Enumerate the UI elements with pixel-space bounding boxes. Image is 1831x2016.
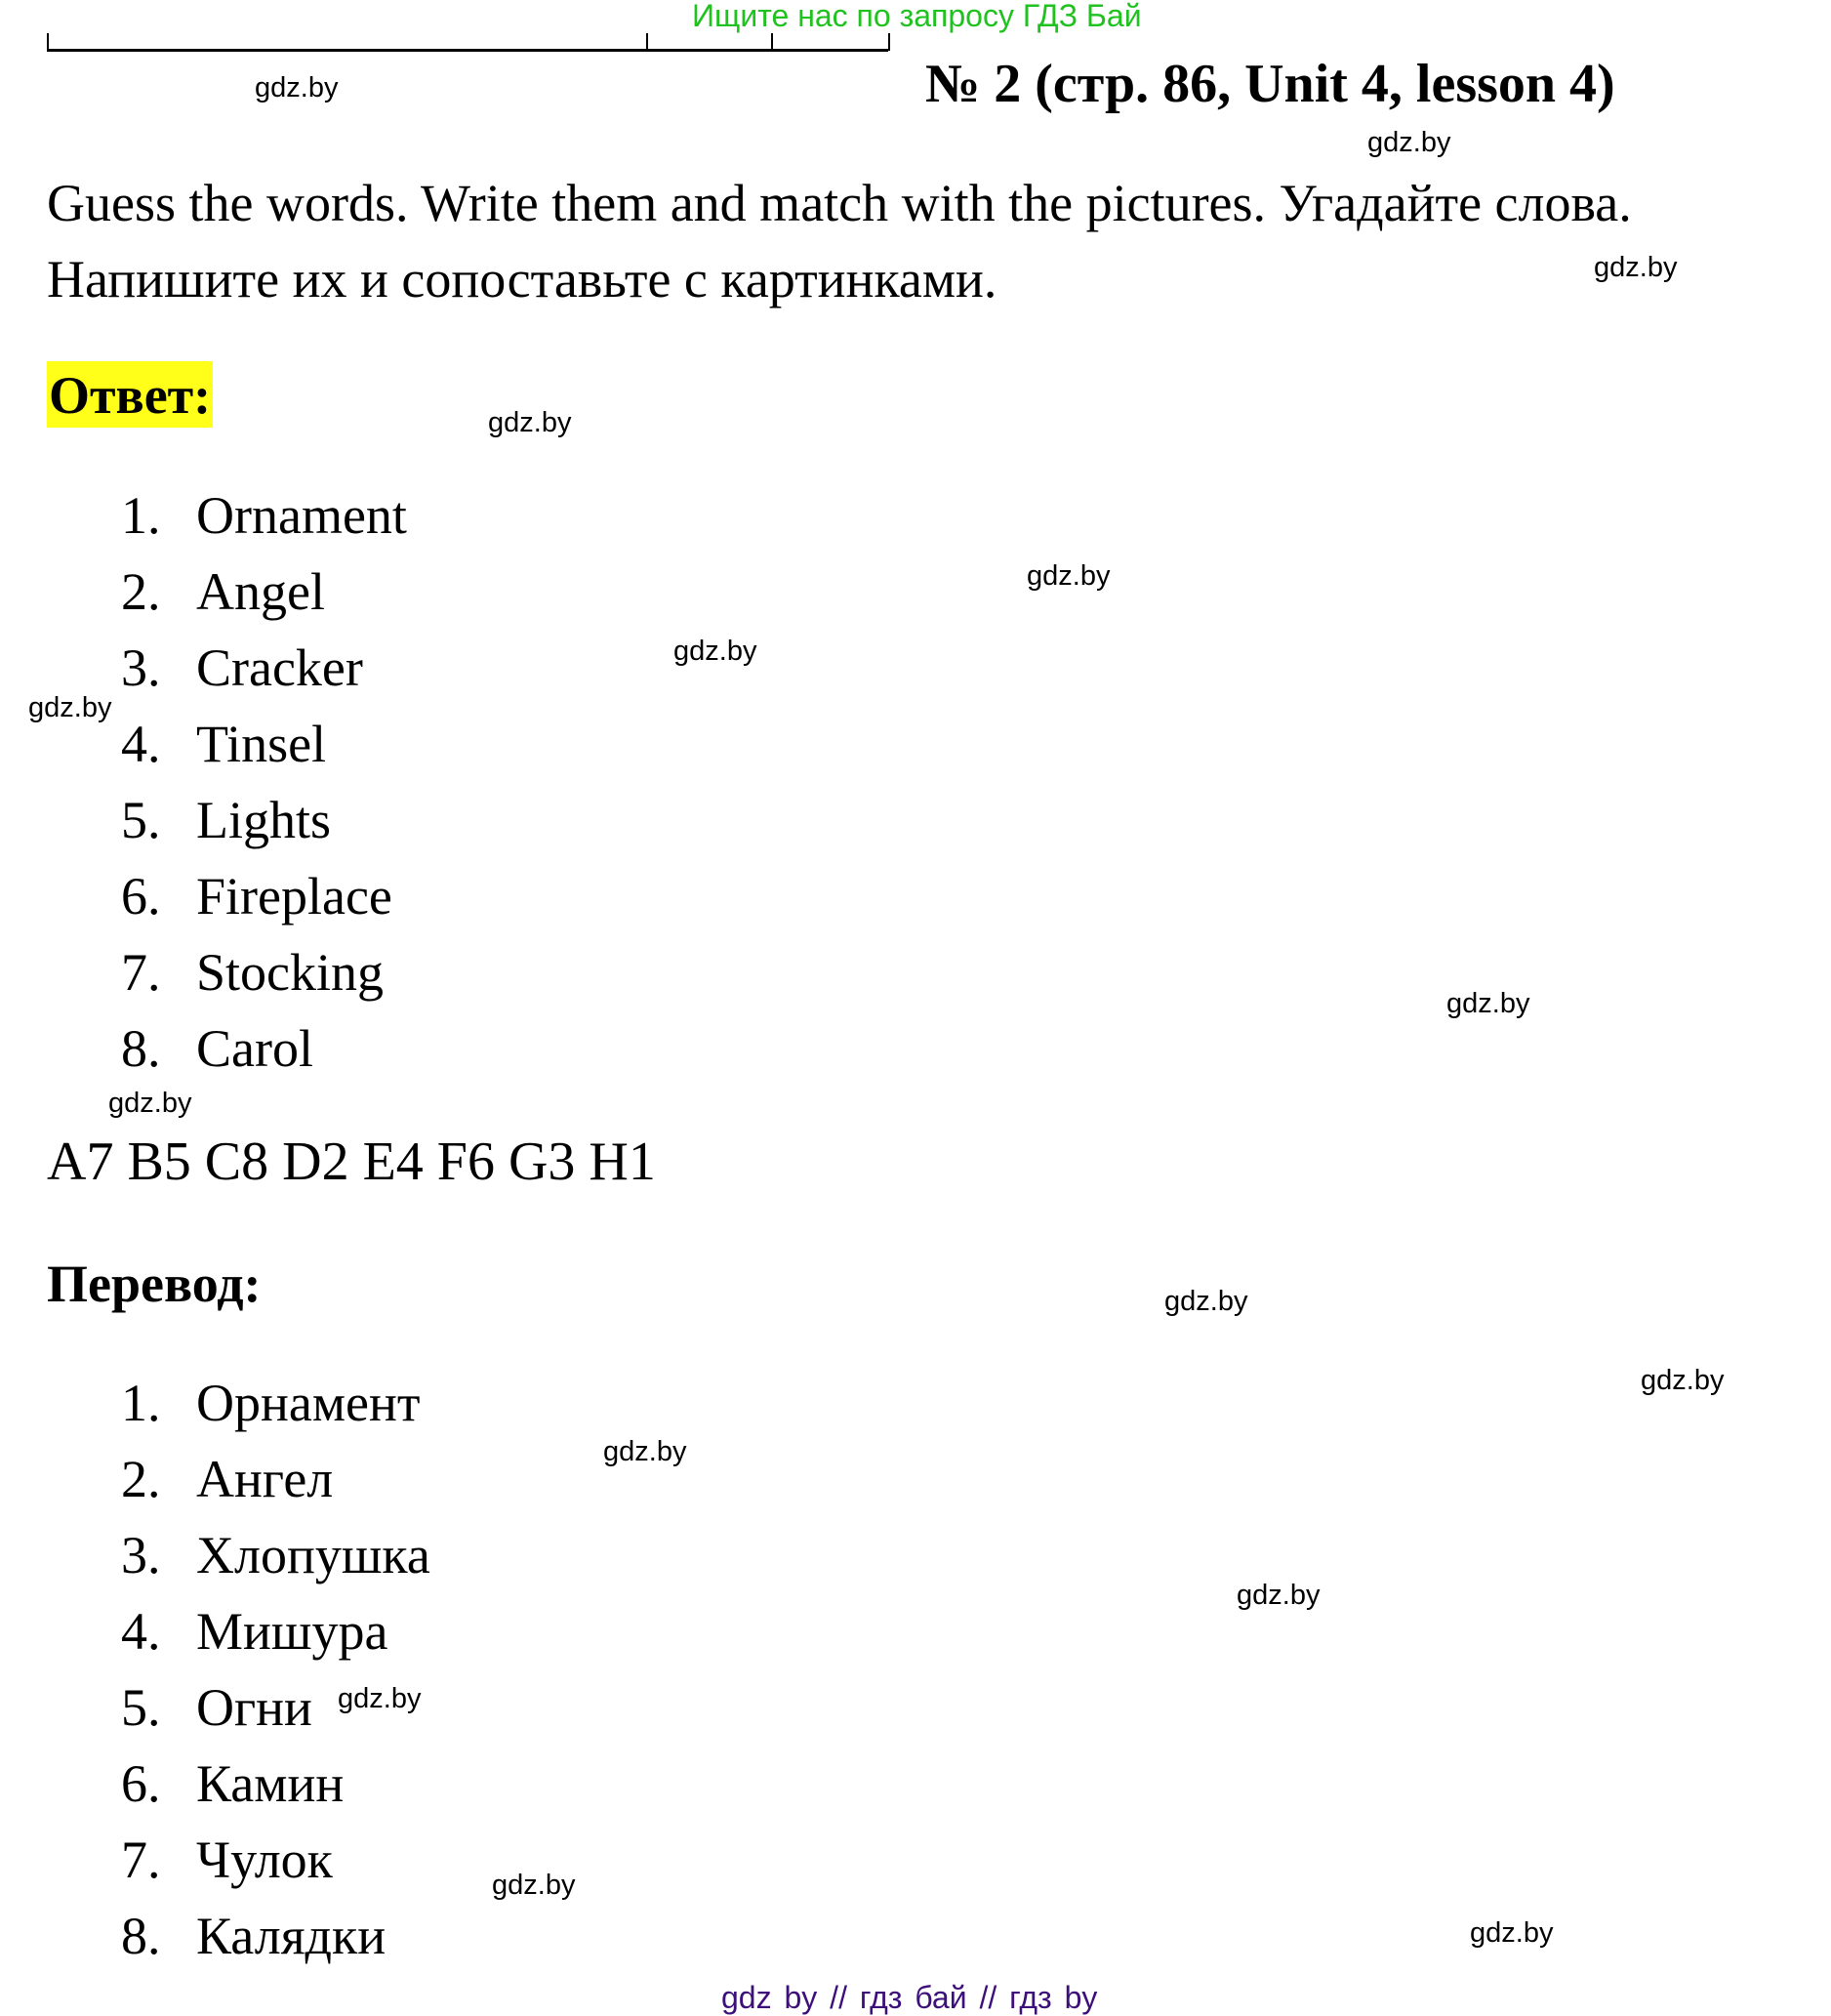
watermark: gdz.by — [603, 1436, 687, 1467]
list-item — [121, 1898, 430, 1974]
list-item — [121, 554, 407, 630]
list-item — [121, 782, 407, 858]
item-word: Хлопушка — [196, 1526, 430, 1584]
item-word: Cracker — [196, 638, 363, 697]
list-item — [121, 1517, 430, 1593]
watermark: gdz.by — [1367, 127, 1451, 158]
instruction-line-1: Guess the words. Write them and match with the pictures. Угадайте слова. — [47, 174, 1632, 232]
watermark: gdz.by — [1164, 1286, 1248, 1317]
item-word: Tinsel — [196, 715, 327, 773]
item-number: 5. — [121, 791, 161, 849]
item-word: Angel — [196, 562, 325, 621]
list-item — [121, 1365, 430, 1441]
list-item — [121, 1593, 430, 1669]
list-item — [121, 858, 407, 934]
item-number: 8. — [121, 1907, 161, 1965]
item-word: Fireplace — [196, 867, 392, 926]
table-border-tick — [771, 33, 773, 51]
table-border-line — [47, 49, 888, 52]
picture-matches: A7 B5 C8 D2 E4 F6 G3 H1 — [47, 1131, 656, 1192]
item-number: 4. — [121, 715, 161, 773]
item-number: 7. — [121, 943, 161, 1002]
table-border-tick — [47, 33, 49, 51]
list-item — [121, 1010, 407, 1087]
watermark: gdz.by — [108, 1088, 192, 1119]
list-item — [121, 1822, 430, 1898]
list-item — [121, 1441, 430, 1517]
translation-label: Перевод: — [47, 1255, 262, 1313]
footer-links[interactable]: gdz by // гдз бай // гдз by — [721, 1980, 1098, 2015]
watermark: gdz.by — [338, 1683, 422, 1714]
item-word: Carol — [196, 1019, 313, 1078]
watermark: gdz.by — [1641, 1365, 1725, 1396]
table-border-tick — [888, 33, 890, 51]
watermark: gdz.by — [28, 692, 112, 723]
table-border-tick — [646, 33, 648, 51]
list-item — [121, 630, 407, 706]
watermark: gdz.by — [488, 407, 572, 438]
item-word: Ангел — [196, 1450, 334, 1508]
exercise-title: № 2 (стр. 86, Unit 4, lesson 4) — [925, 54, 1615, 114]
list-item — [121, 934, 407, 1010]
item-number: 2. — [121, 562, 161, 621]
list-item — [121, 706, 407, 782]
item-number: 8. — [121, 1019, 161, 1078]
watermark: gdz.by — [1027, 560, 1111, 592]
item-word: Lights — [196, 791, 332, 849]
watermark: gdz.by — [673, 636, 757, 667]
item-number: 6. — [121, 867, 161, 926]
item-word: Калядки — [196, 1907, 387, 1965]
item-number: 5. — [121, 1678, 161, 1737]
watermark: gdz.by — [1594, 252, 1678, 283]
item-number: 7. — [121, 1831, 161, 1889]
watermark: gdz.by — [1446, 988, 1530, 1019]
item-word: Орнамент — [196, 1374, 421, 1432]
item-number: 1. — [121, 1374, 161, 1432]
item-word: Stocking — [196, 943, 385, 1002]
watermark: gdz.by — [255, 72, 339, 103]
translation-list — [121, 1365, 430, 1974]
watermark: gdz.by — [1237, 1580, 1321, 1611]
list-item — [121, 1746, 430, 1822]
item-word: Ornament — [196, 486, 407, 545]
item-number: 1. — [121, 486, 161, 545]
watermark: gdz.by — [1470, 1917, 1554, 1949]
list-item — [121, 477, 407, 554]
item-word: Мишура — [196, 1602, 388, 1661]
item-number: 3. — [121, 1526, 161, 1584]
search-banner[interactable]: Ищите нас по запросу ГДЗ Бай — [692, 0, 1142, 33]
answer-list — [121, 477, 407, 1087]
answer-label: Ответ: — [47, 361, 213, 428]
item-word: Огни — [196, 1678, 312, 1737]
item-number: 6. — [121, 1754, 161, 1813]
item-word: Чулок — [196, 1831, 333, 1889]
item-number: 2. — [121, 1450, 161, 1508]
item-word: Камин — [196, 1754, 345, 1813]
instruction-line-2: Напишите их и сопоставьте с картинками. — [47, 250, 997, 309]
item-number: 4. — [121, 1602, 161, 1661]
watermark: gdz.by — [492, 1870, 576, 1901]
item-number: 3. — [121, 638, 161, 697]
